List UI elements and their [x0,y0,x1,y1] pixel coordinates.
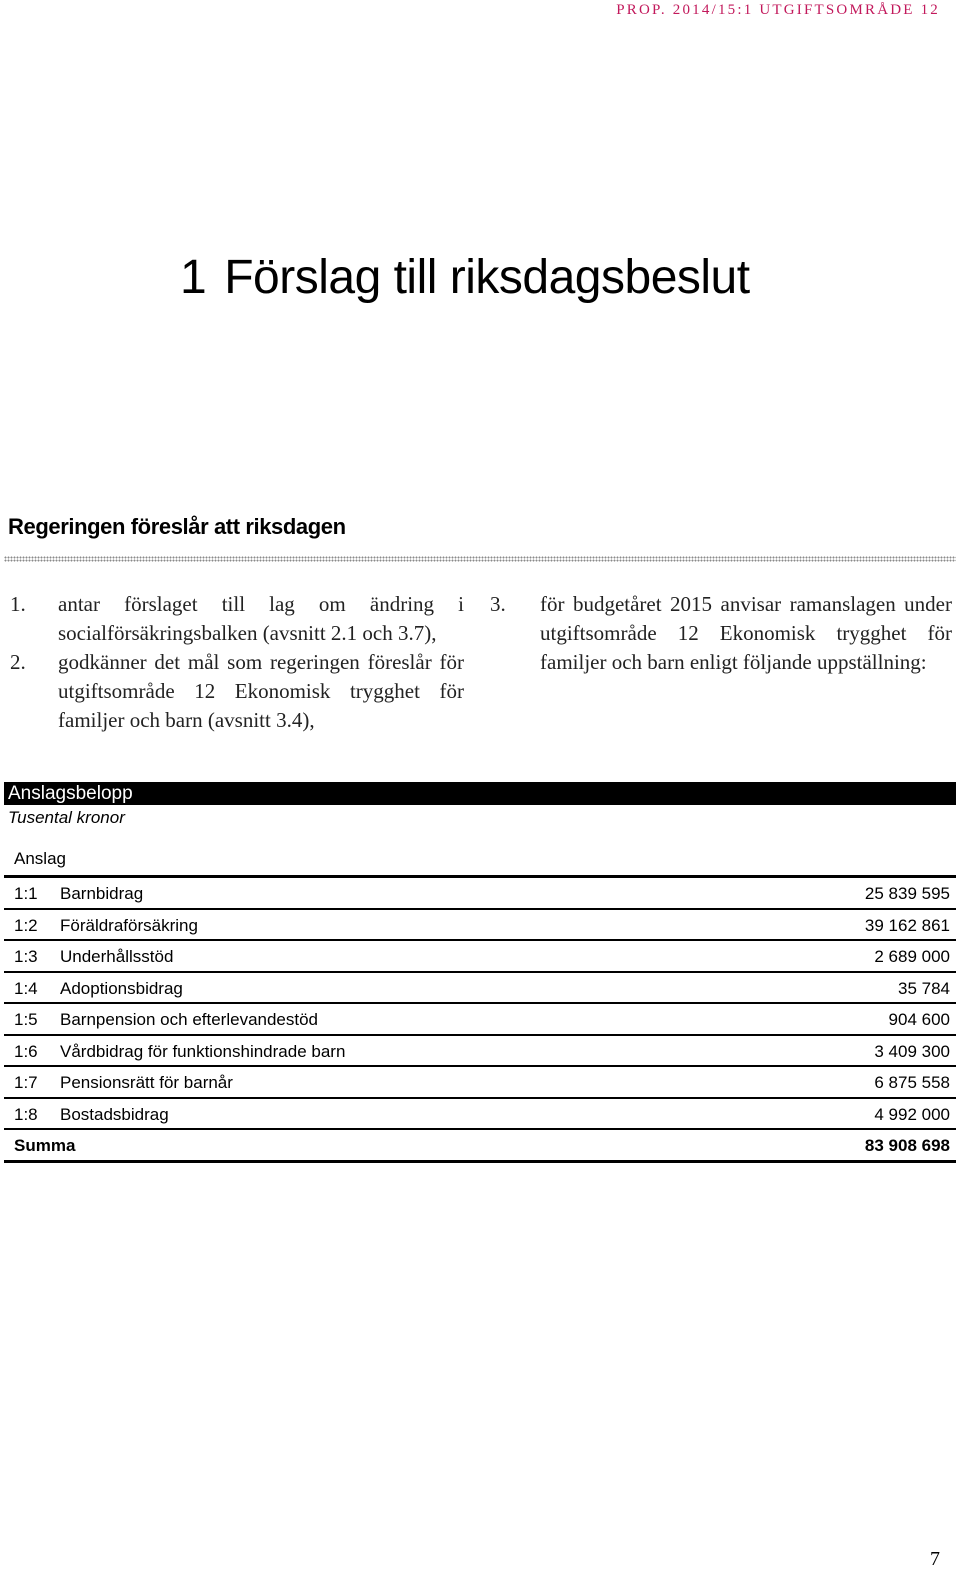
table-subtitle: Tusental kronor [8,808,125,827]
table-row [4,941,956,973]
proposal-number: 2. [10,650,26,674]
total-amount: 83 908 698 [864,1136,950,1155]
row-code: 1:5 [14,1010,38,1029]
row-amount: 3 409 300 [874,1041,950,1061]
row-name: Bostadsbidrag [60,1104,169,1124]
row-name: Underhållsstöd [60,947,174,966]
proposal-text: antar förslaget till lag om ändring i socialförsäkringsbalken (avsnitt 2.1 och 3.7), [58,592,464,645]
row-code: 1:8 [14,1104,38,1124]
proposal-number: 1. [10,592,26,616]
dotted-divider [4,556,956,562]
appropriations-table [4,842,956,1163]
running-head: PROP. 2014/15:1 UTGIFTSOMRÅDE 12 [616,2,940,18]
chapter-title [180,250,750,305]
chapter-title-text: Förslag till riksdagsbeslut [224,251,750,304]
row-name: Pensionsrätt för barnår [60,1073,233,1092]
row-code: 1:7 [14,1073,38,1092]
row-name: Vårdbidrag för funktionshindrade barn [60,1041,346,1061]
row-amount: 6 875 558 [874,1073,950,1092]
row-code: 1:4 [14,978,38,998]
row-amount: 4 992 000 [874,1104,950,1124]
row-code: 1:1 [14,884,38,903]
table-row [4,1036,956,1068]
chapter-number: 1 [180,251,207,304]
proposal-item [10,590,464,648]
table-row [4,1067,956,1099]
row-code: 1:2 [14,915,38,935]
proposal-number: 3. [490,592,506,616]
row-amount: 25 839 595 [864,884,950,903]
table-row [4,910,956,942]
row-amount: 35 784 [898,978,950,998]
table-title: Anslagsbelopp [4,782,956,805]
row-name: Barnpension och efterlevandestöd [60,1010,319,1029]
proposal-item [490,590,952,677]
proposal-item [10,648,464,735]
table-column-header: Anslag [4,842,956,878]
proposals-left-column [10,590,464,735]
row-amount: 2 689 000 [874,947,950,966]
table-total-row [4,1130,956,1163]
row-amount: 39 162 861 [864,915,950,935]
proposal-text: godkänner det mål som regeringen föreslår för utgiftsområde 12 Ekonomisk trygghet för familjer och barn (avsnitt 3.4), [58,650,464,732]
total-label: Summa [14,1136,76,1155]
table-row [4,1099,956,1131]
row-amount: 904 600 [888,1010,950,1029]
row-code: 1:6 [14,1041,38,1061]
section-heading: Regeringen föreslår att riksdagen [8,514,346,539]
table-row [4,973,956,1005]
table-row [4,878,956,910]
row-name: Barnbidrag [60,884,144,903]
table-row [4,1004,956,1036]
proposal-text: för budgetåret 2015 anvisar ramanslagen under utgiftsområde 12 Ekonomisk trygghet för familjer och barn enligt följande uppställning: [540,592,952,674]
row-code: 1:3 [14,947,38,966]
page-number: 7 [930,1548,940,1570]
row-name: Adoptionsbidrag [60,978,183,998]
row-name: Föräldraförsäkring [60,915,198,935]
proposals-right-column [490,590,952,677]
